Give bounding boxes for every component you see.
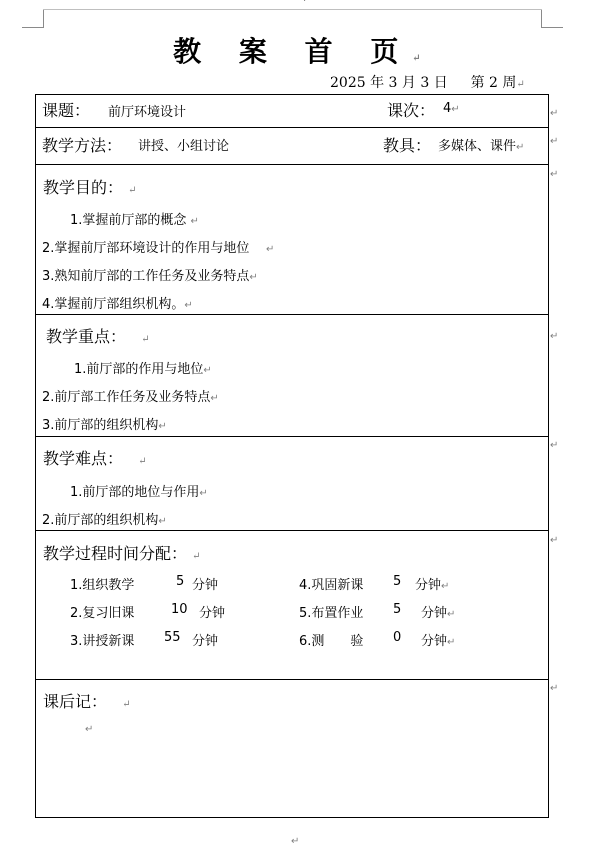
- key-point-item: 2.前厅部工作任务及业务特点↵: [42, 390, 219, 405]
- table-rule: [35, 436, 549, 437]
- process-right-minutes: 5: [393, 574, 402, 589]
- method-value: 讲授、小组讨论: [138, 139, 230, 154]
- table-rule: [35, 817, 549, 818]
- process-left-minutes: 10: [171, 602, 188, 617]
- table-rule: [35, 314, 549, 315]
- process-right-unit: 分钟↵: [415, 578, 450, 593]
- difficulties-heading: 教学难点： ↵: [43, 449, 147, 468]
- process-right-name: 4.巩固新课: [299, 578, 364, 593]
- tools-value: 多媒体、课件↵: [438, 139, 525, 154]
- corner-guide-top-right-v: [541, 9, 542, 28]
- process-right-name: 6.测 验: [299, 634, 364, 649]
- table-rule: [35, 94, 549, 95]
- table-rule: [35, 164, 549, 165]
- objective-item: 2.掌握前厅部环境设计的作用与地位 ↵: [42, 241, 275, 256]
- corner-guide-top-h: [43, 9, 542, 10]
- session-label: 课次：: [387, 101, 436, 120]
- key-points-heading: 教学重点： ↵: [46, 327, 150, 346]
- row-end-mark: ↵: [550, 331, 559, 342]
- row-end-mark: ↵: [550, 136, 559, 147]
- process-left-minutes: 55: [164, 630, 181, 645]
- objectives-heading: 教学目的： ↵: [43, 178, 137, 197]
- corner-guide-top-left-h: [22, 27, 44, 28]
- process-left-unit: 分钟: [199, 606, 226, 621]
- objective-item: 3.熟知前厅部的工作任务及业务特点↵: [42, 269, 258, 284]
- date-line: 2025 年 3 月 3 日 第 2 周↵: [330, 75, 525, 91]
- process-left-name: 3.讲授新课: [70, 634, 135, 649]
- row-end-mark: ↵: [550, 683, 559, 694]
- key-point-item: 1.前厅部的作用与地位↵: [74, 362, 212, 377]
- table-rule: [35, 127, 549, 128]
- difficulty-item: 1.前厅部的地位与作用↵: [70, 485, 208, 500]
- top-anchor-mark: ·: [303, 0, 307, 7]
- process-left-unit: 分钟: [192, 634, 219, 649]
- objective-item: 4.掌握前厅部组织机构。↵: [42, 297, 193, 312]
- topic-label: 课题：: [42, 101, 91, 120]
- table-rule: [35, 530, 549, 531]
- process-right-minutes: 0: [393, 630, 402, 645]
- table-rule: [35, 679, 549, 680]
- process-heading: 教学过程时间分配： ↵: [43, 544, 201, 563]
- process-right-unit: 分钟↵: [421, 606, 456, 621]
- row-end-mark: ↵: [550, 108, 559, 119]
- page-title: 教 案 首 页↵: [173, 35, 421, 68]
- table-left-border: [35, 94, 36, 818]
- tools-label: 教具：: [383, 136, 432, 155]
- process-right-name: 5.布置作业: [299, 606, 364, 621]
- table-right-border: [548, 94, 549, 818]
- process-left-minutes: 5: [176, 574, 185, 589]
- corner-guide-top-left-v: [43, 9, 44, 28]
- row-end-mark: ↵: [550, 440, 559, 451]
- process-left-name: 2.复习旧课: [70, 606, 135, 621]
- session-value: 4↵: [443, 101, 460, 116]
- process-left-name: 1.组织教学: [70, 578, 135, 593]
- corner-guide-top-right-h: [541, 27, 563, 28]
- method-label: 教学方法：: [42, 136, 123, 155]
- process-right-minutes: 5: [393, 602, 402, 617]
- row-end-mark: ↵: [550, 169, 559, 180]
- key-point-item: 3.前厅部的组织机构↵: [42, 418, 167, 433]
- difficulty-item: 2.前厅部的组织机构↵: [42, 513, 167, 528]
- objective-item: 1.掌握前厅部的概念 ↵: [70, 213, 199, 228]
- row-end-mark: ↵: [550, 535, 559, 546]
- date-text: 2025 年 3 月 3 日: [330, 75, 448, 91]
- week-text: 第 2 周: [470, 75, 517, 91]
- notes-empty-paragraph-mark: ↵: [85, 724, 94, 735]
- process-left-unit: 分钟: [192, 578, 219, 593]
- page-end-mark: ↵: [291, 836, 300, 847]
- notes-heading: 课后记： ↵: [43, 692, 131, 711]
- process-right-unit: 分钟↵: [421, 634, 456, 649]
- topic-value: 前厅环境设计: [108, 105, 187, 120]
